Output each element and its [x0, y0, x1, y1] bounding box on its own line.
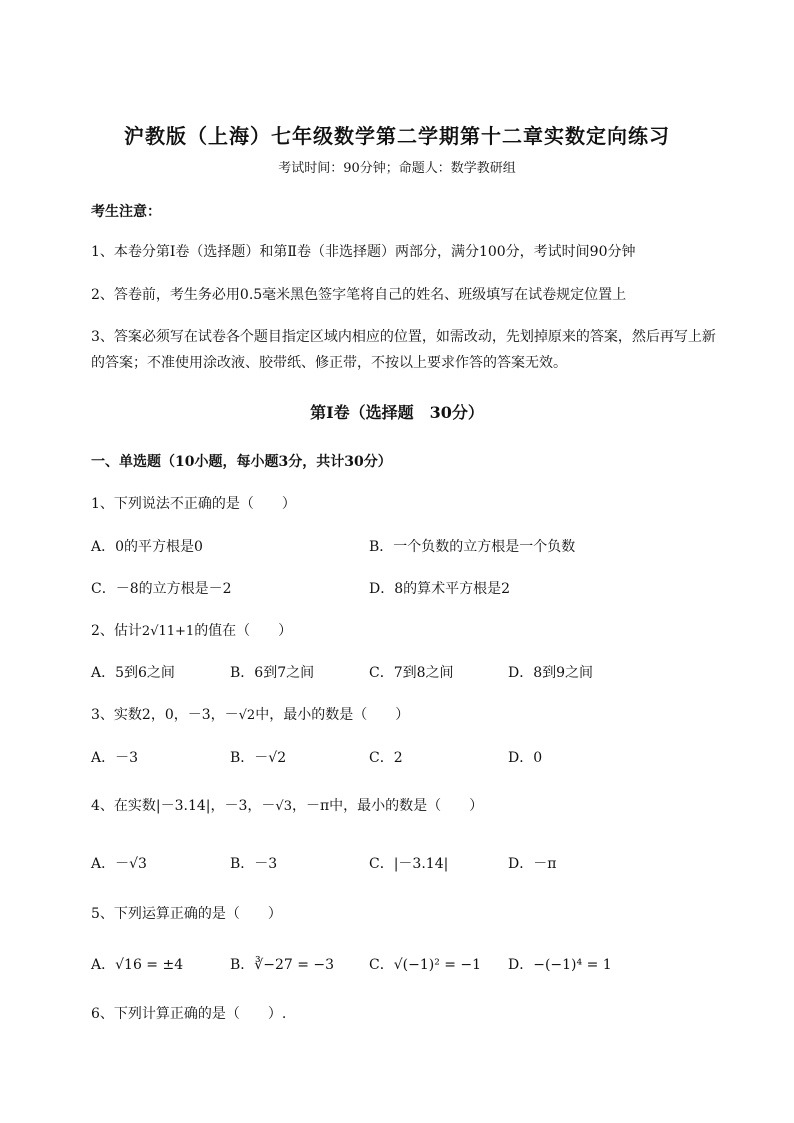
- notice-item-3-cont: 的答案；不准使用涂改液、胶带纸、修正带，不按以上要求作答的答案无效。: [91, 355, 567, 371]
- question-1-option-b: B．一个负数的立方根是一个负数: [369, 539, 576, 555]
- question-3-option-a: A．－3: [91, 750, 139, 766]
- question-4-expression: √3: [275, 799, 292, 814]
- question-3-option-c: C．2: [369, 750, 403, 766]
- question-3-stem: [91, 704, 409, 724]
- question-4-option-a: A．－√3: [91, 856, 147, 872]
- document-title: 沪教版（上海）七年级数学第二学期第十二章实数定向练习: [124, 124, 670, 148]
- notice-item-3: 3、答案必须写在试卷各个题目指定区域内相应的位置，如需改动，先划掉原来的答案，然后再写上新: [91, 329, 716, 345]
- question-6-stem: 6、下列计算正确的是（ ）.: [91, 1006, 287, 1022]
- question-4-stem-post: ，－π中，最小的数是（ ）: [291, 798, 484, 814]
- question-2-option-c: C．7到8之间: [369, 665, 454, 681]
- question-3-option-b: B．－√2: [230, 750, 287, 766]
- notice-heading: 考生注意：: [91, 204, 161, 220]
- question-3-stem-post: 中，最小的数是（ ）: [255, 707, 410, 723]
- question-3-option-d: D．0: [508, 750, 543, 766]
- question-4-option-b: B．－3: [230, 856, 278, 872]
- document-subtitle: 考试时间：90分钟；命题人：数学教研组: [278, 161, 516, 176]
- question-2-stem-pre: 2、估计: [91, 623, 142, 639]
- question-4-stem-pre: 4、在实数|－3.14|，－3，－: [91, 798, 276, 814]
- question-1-stem: 1、下列说法不正确的是（ ）: [91, 496, 296, 512]
- notice-item-1: 1、本卷分第I卷（选择题）和第Ⅱ卷（非选择题）两部分，满分100分，考试时间90分钟: [91, 244, 636, 260]
- question-2-stem-post: 的值在（ ）: [194, 623, 293, 639]
- question-5-option-a: A．√16 = ±4: [91, 957, 184, 973]
- question-3-expression: √2: [238, 708, 256, 723]
- question-1-option-a: A．0的平方根是0: [91, 539, 203, 555]
- question-2-stem: [91, 620, 292, 640]
- part-heading: 一、单选题（10小题，每小题3分，共计30分）: [91, 454, 392, 470]
- question-4-stem: [91, 795, 483, 815]
- question-2-option-d: D．8到9之间: [508, 665, 594, 681]
- question-5-option-b: B．∛−27 = −3: [230, 957, 335, 973]
- question-2-expression: 2√11+1: [141, 624, 195, 639]
- notice-item-2: 2、答卷前，考生务必用0.5毫米黑色签字笔将自己的姓名、班级填写在试卷规定位置上: [91, 287, 627, 303]
- question-2-option-b: B．6到7之间: [230, 665, 315, 681]
- question-2-option-a: A．5到6之间: [91, 665, 175, 681]
- question-3-stem-pre: 3、实数2，0，－3，－: [91, 707, 239, 723]
- question-5-option-d: D．−(−1)⁴ = 1: [508, 957, 612, 973]
- question-5-option-c: C．√(−1)² = −1: [369, 957, 482, 973]
- question-1-option-c: C．－8的立方根是－2: [91, 581, 232, 597]
- section-title: 第I卷（选择题 30分）: [310, 403, 484, 422]
- question-5-stem: 5、下列运算正确的是（ ）: [91, 906, 282, 922]
- question-1-option-d: D．8的算术平方根是2: [369, 581, 511, 597]
- question-4-option-c: C．|－3.14|: [369, 856, 449, 872]
- question-4-option-d: D．－π: [508, 856, 557, 872]
